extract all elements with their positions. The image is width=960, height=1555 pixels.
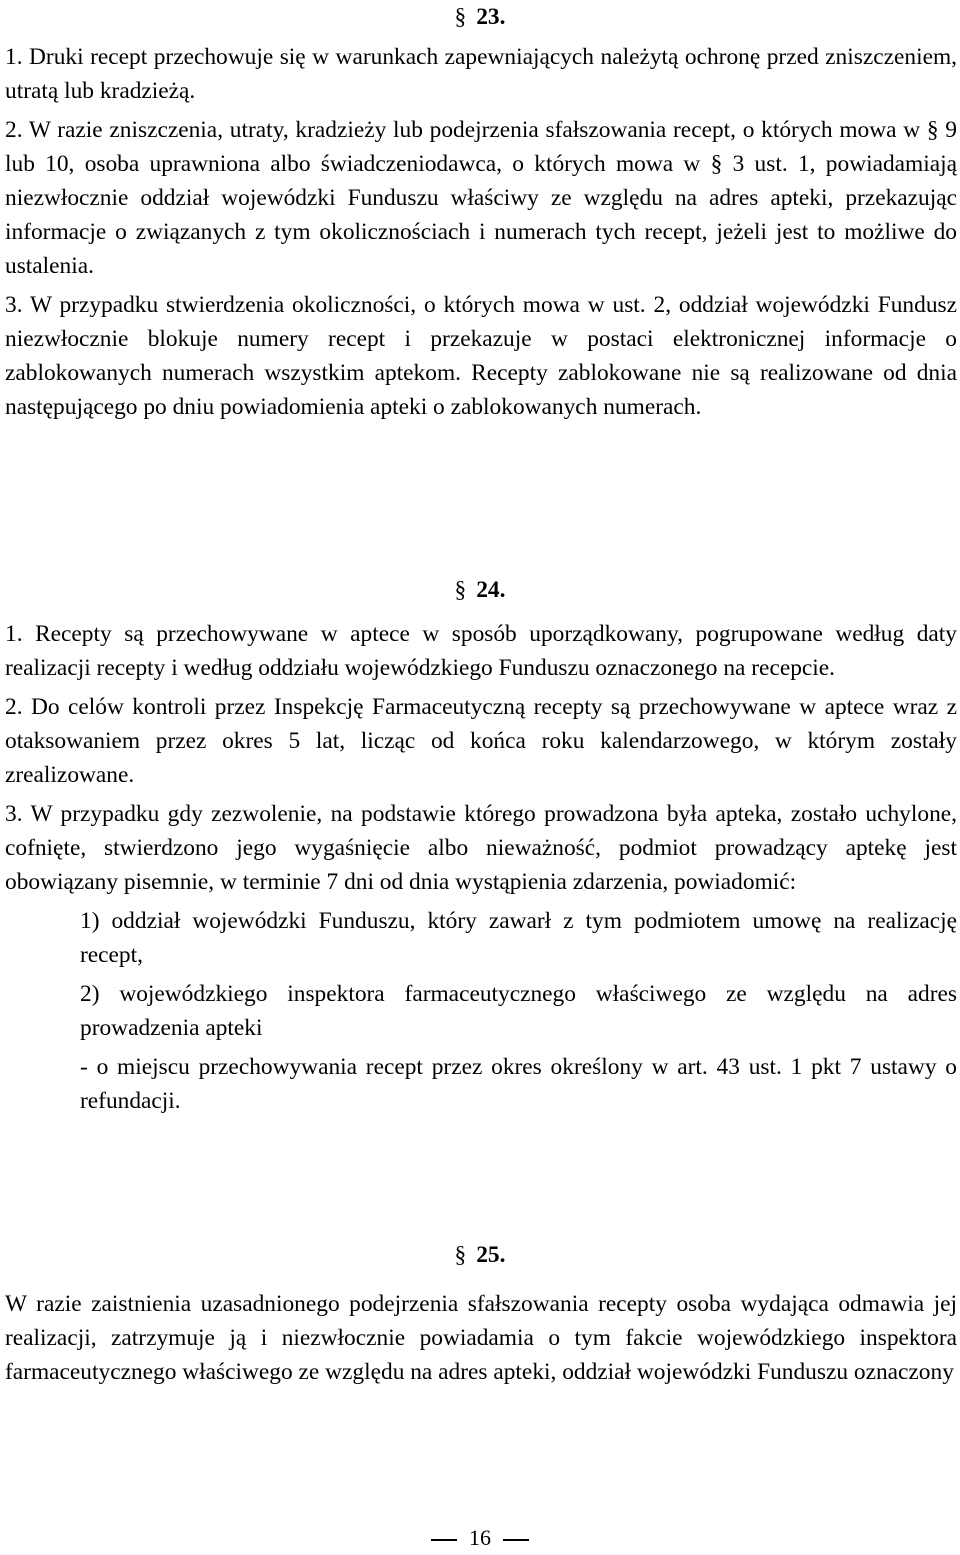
section-24-paragraph-3: 3. W przypadku gdy zezwolenie, na podstawie którego prowadzona była apteka, zostało uchylone, cofnięte, stwierdzono jego wygaśnięcie albo nieważność, podmiot prowadzący aptekę jest obowiązany pisemnie, w terminie 7 dni od dnia wystąpienia zdarzenia, powiadomić:: [5, 801, 957, 895]
section-23-body: [5, 40, 957, 429]
section-24-heading: [0, 573, 960, 607]
section-23-paragraph-2: 2. W razie zniszczenia, utraty, kradzieży lub podejrzenia sfałszowania recept, o których mowa w § 9 lub 10, osoba uprawniona albo świadczeniodawca, o których mowa w § 3 ust. 1, powiadamiają niezwłocznie oddział wojewódzki Funduszu właściwy ze względu na adres apteki, przekazując informacje o związanych z tym okolicznościach i numerach tych recept, jeżeli jest to możliwe do ustalenia.: [5, 117, 957, 279]
section-25-paragraph-1: W razie zaistnienia uzasadnionego podejrzenia sfałszowania recepty osoba wydająca odmawia jej realizacji, zatrzymuje ją i niezwłocznie powiadamia o tym fakcie wojewódzkiego inspektora farmaceutycznego właściwego ze względu na adres apteki, oddział wojewódzki Funduszu oznaczony: [5, 1291, 957, 1385]
section-25-heading: [0, 1238, 960, 1272]
list-item-closing: - o miejscu przechowywania recept przez okres określony w art. 43 ust. 1 pkt 7 ustawy o refundacji.: [80, 1054, 957, 1114]
list-item-1: 1) oddział wojewódzki Funduszu, który zawarł z tym podmiotem umowę na realizację recept,: [80, 908, 957, 968]
list-item-2: 2) wojewódzkiego inspektora farmaceutycznego właściwego ze względu na adres prowadzenia apteki: [80, 981, 957, 1041]
section-sign: §: [454, 577, 467, 603]
section-24-body: [5, 617, 957, 1123]
section-25-body: [5, 1287, 957, 1394]
section-number: 25.: [476, 1242, 506, 1268]
section-sign: §: [454, 1242, 467, 1268]
section-number: 23.: [476, 4, 506, 30]
section-23-paragraph-3: 3. W przypadku stwierdzenia okoliczności, o których mowa w ust. 2, oddział wojewódzki Fundusz niezwłocznie blokuje numery recept i przekazuje w postaci elektronicznej informacje o zablokowanych numerach wszystkim aptekom. Recepty zablokowane nie są realizowane od dnia następującego po dniu powiadomienia apteki o zablokowanych numerach.: [5, 292, 957, 420]
page-number: 16: [469, 1525, 491, 1550]
section-23-paragraph-1: 1. Druki recept przechowuje się w warunkach zapewniających należytą ochronę przed zniszczeniem, utratą lub kradzieżą.: [5, 44, 957, 104]
section-23-heading: [0, 0, 960, 34]
section-24-paragraph-1: 1. Recepty są przechowywane w aptece w sposób uporządkowany, pogrupowane według daty realizacji recepty i według oddziału wojewódzkiego Funduszu oznaczonego na recepcie.: [5, 621, 957, 681]
dash-right: [503, 1539, 529, 1541]
dash-left: [431, 1539, 457, 1541]
section-24-paragraph-2: 2. Do celów kontroli przez Inspekcję Farmaceutyczną recepty są przechowywane w aptece wraz z otaksowaniem przez okres 5 lat, licząc od końca roku kalendarzowego, w którym zostały zrealizowane.: [5, 694, 957, 788]
section-number: 24.: [476, 577, 506, 603]
section-sign: §: [454, 4, 467, 30]
